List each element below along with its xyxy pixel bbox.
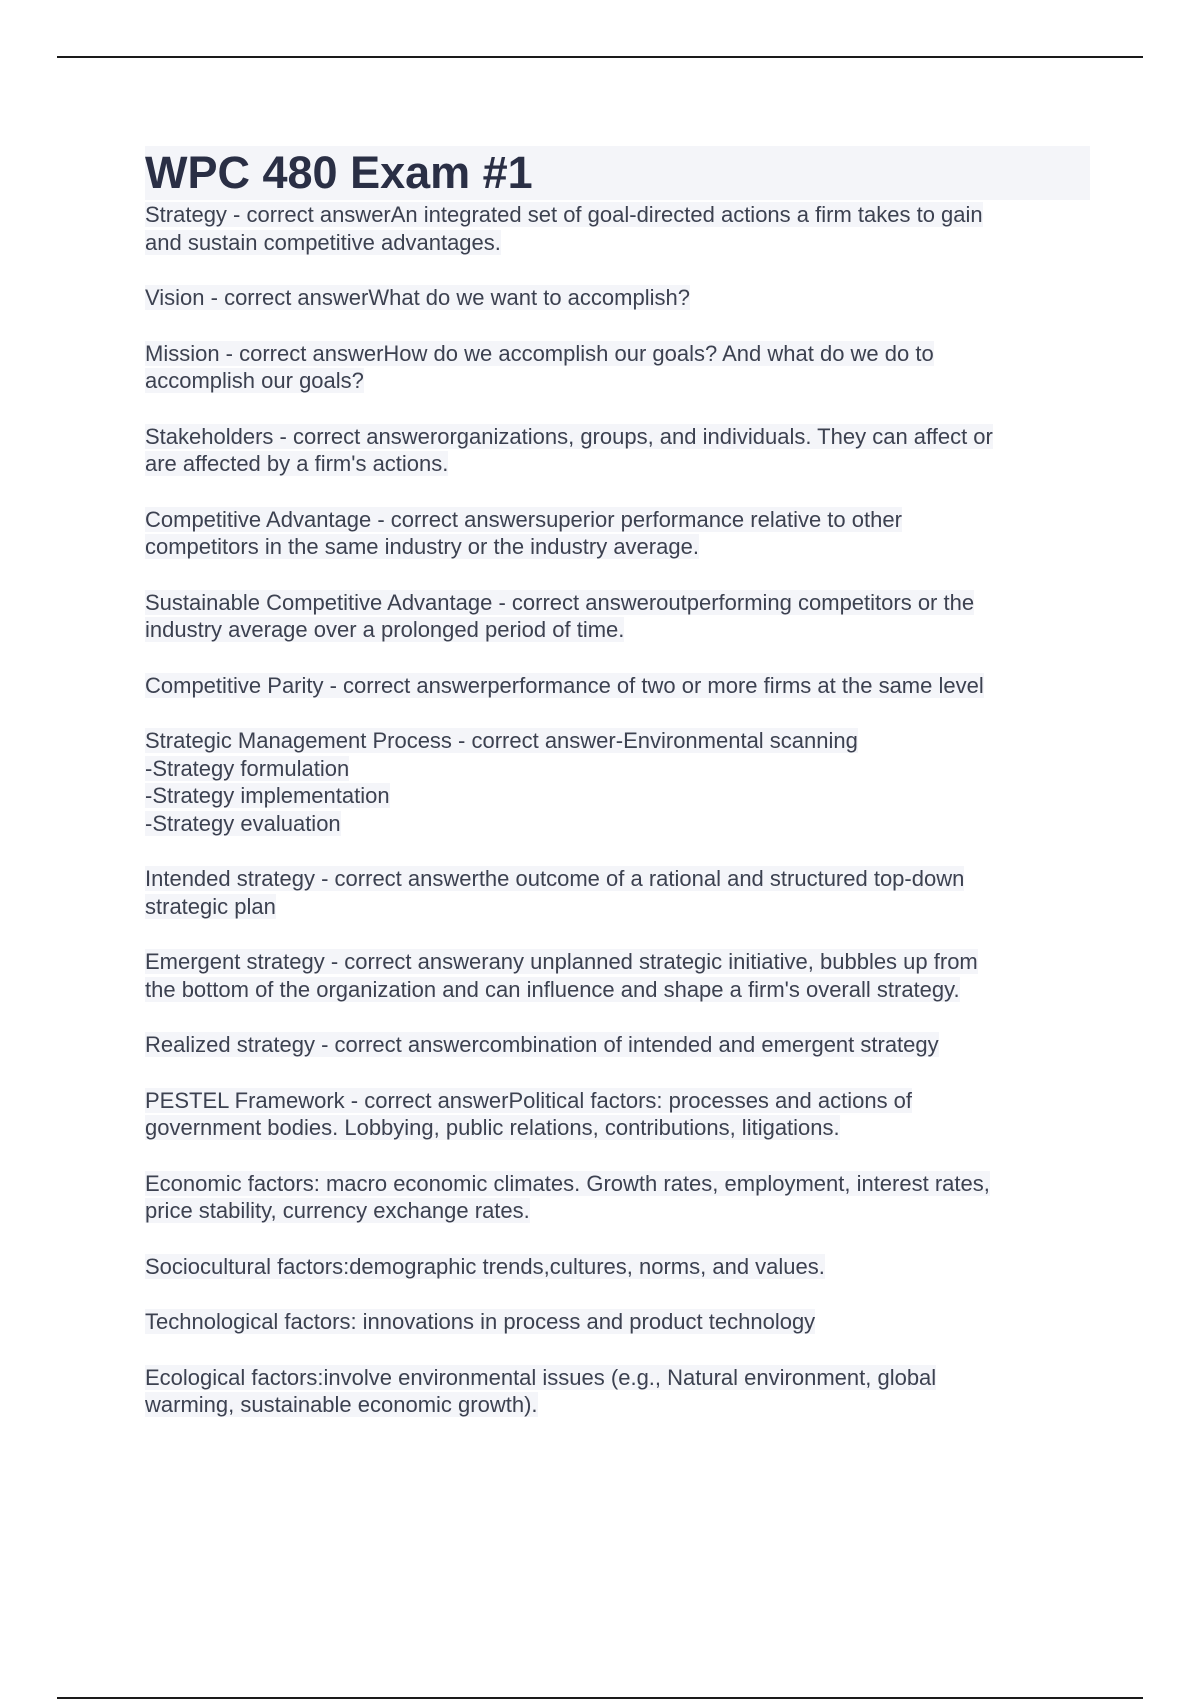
entry-text: are affected by a firm's actions. <box>145 451 449 476</box>
entry-text: price stability, currency exchange rates. <box>145 1198 530 1223</box>
entry-line <box>145 533 1090 561</box>
entry-line <box>145 506 1090 534</box>
entry-text: industry average over a prolonged period of time. <box>145 617 625 642</box>
entry-text: Sustainable Competitive Advantage - correct answeroutperforming competitors or the <box>145 589 975 615</box>
entry-line <box>145 782 1090 810</box>
entry-line <box>145 340 1090 368</box>
flashcard-entry <box>145 1364 1090 1419</box>
flashcard-entry <box>145 1087 1090 1142</box>
entry-line <box>145 616 1090 644</box>
flashcard-entry <box>145 1031 1090 1059</box>
entry-line <box>145 284 1090 312</box>
entry-text: Strategic Management Process - correct answer-Environmental scanning <box>145 728 858 753</box>
entry-line <box>145 1170 1090 1198</box>
flashcard-entry <box>145 1170 1090 1225</box>
flashcard-entry <box>145 1253 1090 1281</box>
flashcard-entry <box>145 423 1090 478</box>
entry-text: and sustain competitive advantages. <box>145 229 501 255</box>
entry-line <box>145 1308 1090 1336</box>
entry-line <box>145 1364 1090 1392</box>
top-rule <box>57 56 1143 58</box>
entry-line <box>145 727 1090 755</box>
flashcard-entry <box>145 201 1090 256</box>
entry-line <box>145 1197 1090 1225</box>
entry-text: Mission - correct answerHow do we accomplish our goals? And what do we do to <box>145 340 934 366</box>
entry-line <box>145 810 1090 838</box>
entry-line <box>145 865 1090 893</box>
flashcard-entry <box>145 1308 1090 1336</box>
entry-text: Sociocultural factors:demographic trends,cultures, norms, and values. <box>145 1253 825 1279</box>
entry-line <box>145 1114 1090 1142</box>
entry-text: Vision - correct answerWhat do we want to accomplish? <box>145 285 690 310</box>
entry-text: the bottom of the organization and can influence and shape a firm's overall strategy. <box>145 976 960 1002</box>
flashcard-entry <box>145 589 1090 644</box>
entry-line <box>145 755 1090 783</box>
entry-text: Strategy - correct answerAn integrated set of goal-directed actions a firm takes to gain <box>145 202 983 227</box>
entry-line <box>145 201 1090 229</box>
entry-text: accomplish our goals? <box>145 368 364 393</box>
entry-text: strategic plan <box>145 893 276 919</box>
entry-text: Competitive Advantage - correct answersuperior performance relative to other <box>145 506 902 532</box>
flashcard-entry <box>145 948 1090 1003</box>
entry-text: -Strategy formulation <box>145 755 350 781</box>
entry-text: -Strategy implementation <box>145 783 390 808</box>
entry-text: Technological factors: innovations in process and product technology <box>145 1309 816 1334</box>
entry-line <box>145 1031 1090 1059</box>
entry-line <box>145 672 1090 700</box>
entry-line <box>145 1253 1090 1281</box>
document-body <box>145 146 1090 1447</box>
bottom-rule <box>57 1697 1143 1699</box>
entry-text: Stakeholders - correct answerorganizations, groups, and individuals. They can affect or <box>145 423 993 449</box>
entry-text: Ecological factors:involve environmental issues (e.g., Natural environment, global <box>145 1364 937 1390</box>
entry-text: Intended strategy - correct answerthe outcome of a rational and structured top-down <box>145 866 965 891</box>
flashcard-entry <box>145 865 1090 920</box>
entry-text: Economic factors: macro economic climates. Growth rates, employment, interest rates, <box>145 1170 990 1196</box>
entry-text: Competitive Parity - correct answerperformance of two or more firms at the same level <box>145 672 984 698</box>
flashcard-entry <box>145 506 1090 561</box>
flashcard-entry <box>145 672 1090 700</box>
entry-line <box>145 229 1090 257</box>
flashcard-entry <box>145 727 1090 837</box>
entry-line <box>145 1087 1090 1115</box>
flashcard-entry <box>145 284 1090 312</box>
flashcard-list <box>145 201 1090 1419</box>
entry-text: Emergent strategy - correct answerany unplanned strategic initiative, bubbles up from <box>145 949 978 974</box>
entry-line <box>145 423 1090 451</box>
entry-text: Realized strategy - correct answercombination of intended and emergent strategy <box>145 1032 939 1057</box>
entry-text: PESTEL Framework - correct answerPolitical factors: processes and actions of <box>145 1087 913 1113</box>
entry-text: competitors in the same industry or the industry average. <box>145 534 699 559</box>
entry-line <box>145 893 1090 921</box>
document-title: WPC 480 Exam #1 <box>145 146 1090 200</box>
entry-text: government bodies. Lobbying, public relations, contributions, litigations. <box>145 1115 840 1140</box>
entry-line <box>145 367 1090 395</box>
entry-line <box>145 450 1090 478</box>
entry-line <box>145 589 1090 617</box>
entry-text: -Strategy evaluation <box>145 810 341 836</box>
flashcard-entry <box>145 340 1090 395</box>
entry-line <box>145 976 1090 1004</box>
entry-text: warming, sustainable economic growth). <box>145 1392 538 1417</box>
entry-line <box>145 948 1090 976</box>
entry-line <box>145 1391 1090 1419</box>
